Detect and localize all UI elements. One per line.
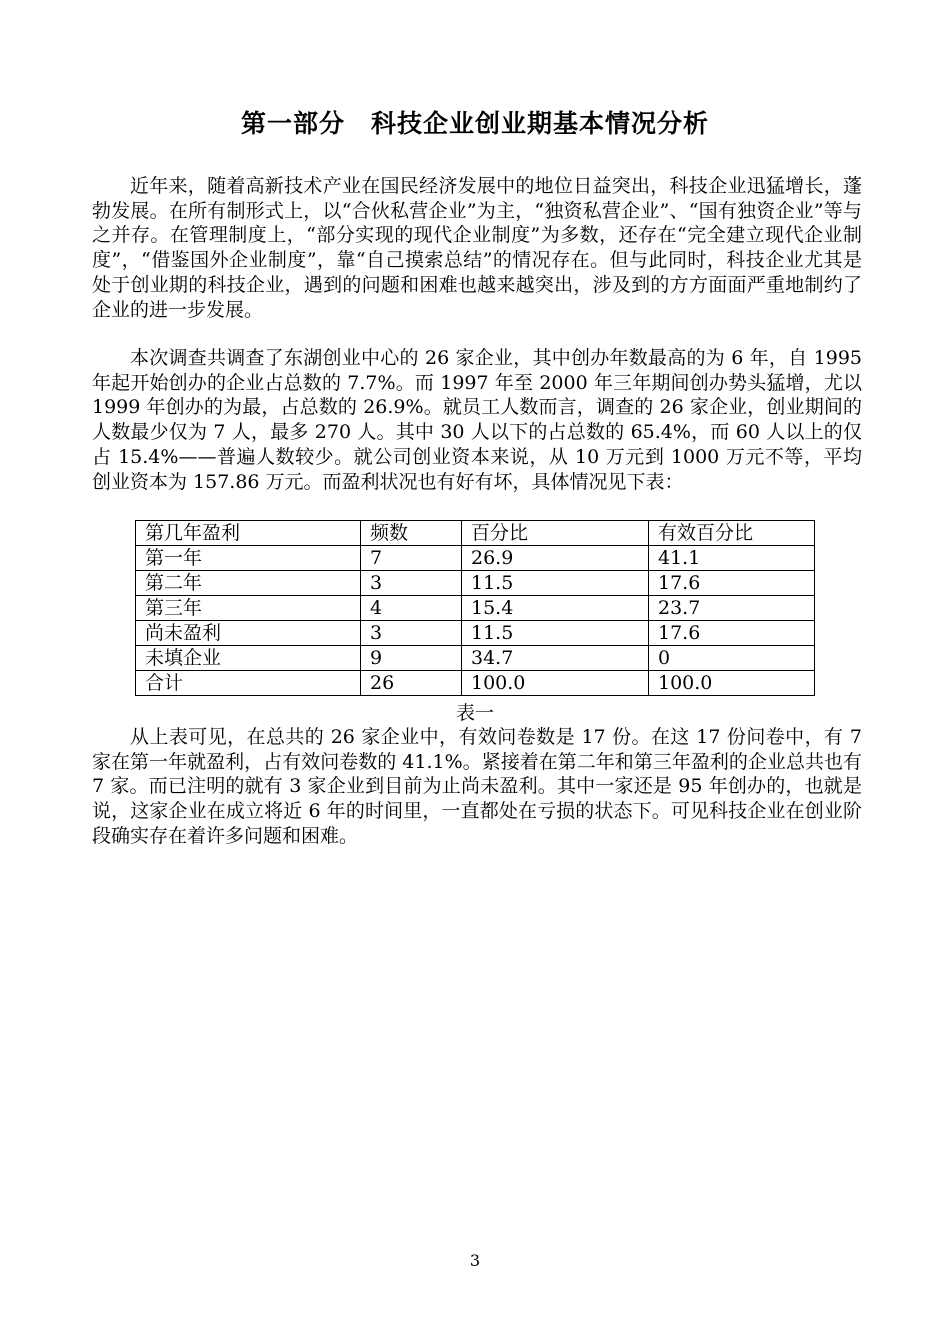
table-cell: 23.7 bbox=[649, 596, 815, 621]
table-header-cell: 百分比 bbox=[462, 521, 649, 546]
table-cell: 第三年 bbox=[136, 596, 361, 621]
table-cell: 100.0 bbox=[649, 671, 815, 696]
table-header-cell: 第几年盈利 bbox=[136, 521, 361, 546]
table-cell: 第二年 bbox=[136, 571, 361, 596]
profit-table bbox=[135, 520, 815, 696]
table-row bbox=[136, 646, 815, 671]
table-cell: 15.4 bbox=[462, 596, 649, 621]
table-cell: 4 bbox=[361, 596, 462, 621]
table-cell: 合计 bbox=[136, 671, 361, 696]
table-cell: 26.9 bbox=[462, 546, 649, 571]
table-cell: 41.1 bbox=[649, 546, 815, 571]
table-header-cell: 有效百分比 bbox=[649, 521, 815, 546]
table-cell: 17.6 bbox=[649, 621, 815, 646]
analysis-paragraph-block bbox=[92, 725, 862, 849]
table-cell: 3 bbox=[361, 571, 462, 596]
table-cell: 26 bbox=[361, 671, 462, 696]
survey-paragraph-block bbox=[92, 346, 862, 494]
table-row bbox=[136, 621, 815, 646]
table-cell: 9 bbox=[361, 646, 462, 671]
table-cell: 尚未盈利 bbox=[136, 621, 361, 646]
table-cell: 未填企业 bbox=[136, 646, 361, 671]
table-cell: 17.6 bbox=[649, 571, 815, 596]
table-row bbox=[136, 596, 815, 621]
table-header-row bbox=[136, 521, 815, 546]
paragraph-2: 本次调查共调查了东湖创业中心的 26 家企业，其中创办年数最高的为 6 年，自 1995 年起开始创办的企业占总数的 7.7%。而 1997 年至 2000 年三年期间创办势头猛增，尤以 1999 年创办的为最，占总数的 26.9%。就员工人数而言，调查的 26 家企业，创业期间的人数最少仅为 7 人，最多 270 人。其中 30 人以下的占总数的 65.4%，而 60 人以上的仅占 15.4%——普遍人数较少。就公司创业资本来说，从 10 万元到 1000 万元不等，平均创业资本为 157.86 万元。而盈利状况也有好有坏，具体情况见下表： bbox=[92, 347, 862, 493]
table-cell: 3 bbox=[361, 621, 462, 646]
table-cell: 100.0 bbox=[462, 671, 649, 696]
paragraph-3: 从上表可见，在总共的 26 家企业中，有效问卷数是 17 份。在这 17 份问卷中，有 7 家在第一年就盈利，占有效问卷数的 41.1%。紧接着在第二年和第三年盈利的企业总共也有 7 家。而已注明的就有 3 家企业到目前为止尚未盈利。其中一家还是 95 年创办的，也就是说，这家企业在成立将近 6 年的时间里，一直都处在亏损的状态下。可见科技企业在创业阶段确实存在着许多问题和困难。 bbox=[92, 726, 862, 847]
table-cell: 第一年 bbox=[136, 546, 361, 571]
paragraph-1: 近年来，随着高新技术产业在国民经济发展中的地位日益突出，科技企业迅猛增长，蓬勃发展。在所有制形式上，以“合伙私营企业”为主，“独资私营企业”、“国有独资企业”等与之并存。在管理制度上，“部分实现的现代企业制度”为多数，还存在“完全建立现代企业制度”，“借鉴国外企业制度”，靠“自己摸索总结”的情况存在。但与此同时，科技企业尤其是处于创业期的科技企业，遇到的问题和困难也越来越突出，涉及到的方方面面严重地制约了企业的进一步发展。 bbox=[92, 175, 862, 321]
table-cell: 7 bbox=[361, 546, 462, 571]
table-cell: 0 bbox=[649, 646, 815, 671]
table-header-cell: 频数 bbox=[361, 521, 462, 546]
table-row bbox=[136, 546, 815, 571]
page-number: 3 bbox=[469, 1251, 481, 1270]
table-cell: 11.5 bbox=[462, 621, 649, 646]
table-cell: 34.7 bbox=[462, 646, 649, 671]
table-row bbox=[136, 671, 815, 696]
section-title: 第一部分 科技企业创业期基本情况分析 bbox=[240, 109, 709, 138]
table-cell: 11.5 bbox=[462, 571, 649, 596]
table-caption: 表一 bbox=[455, 702, 494, 724]
table-row bbox=[136, 571, 815, 596]
intro-paragraph-block bbox=[92, 174, 862, 322]
